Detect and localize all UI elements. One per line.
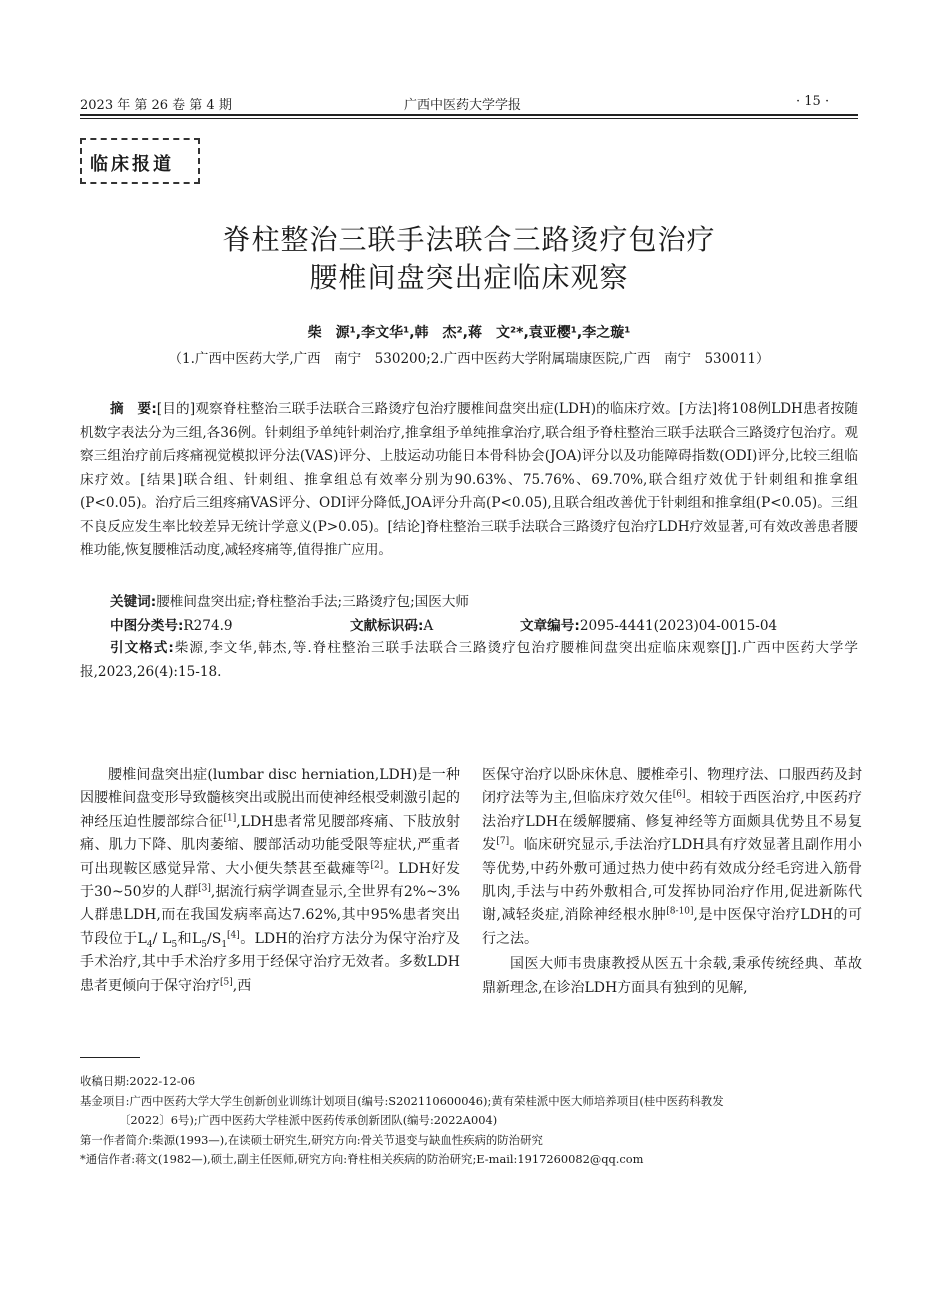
- paper-title-line-2: 腰椎间盘突出症临床观察: [309, 261, 629, 294]
- citation-ref: [3]: [198, 883, 211, 894]
- abstract: [80, 398, 858, 563]
- abstract-label: 摘 要:: [110, 401, 157, 417]
- fund-info-continued: 〔2022〕6号);广西中医药大学桂派中医药传承创新团队(编号:2022A004): [119, 1113, 498, 1127]
- paper-title-line-1: 脊柱整治三联手法联合三路烫疗包治疗: [222, 223, 716, 256]
- keywords-label: 关键词:: [110, 594, 157, 610]
- first-author-info: 第一作者简介:柴源(1993—),在读硕士研究生,研究方向:骨关节退变与缺血性疾病的防治研究: [80, 1132, 543, 1147]
- article-number: [520, 614, 777, 634]
- citation-text: 柴源,李文华,韩杰,等.脊柱整治三联手法联合三路烫疗包治疗腰椎间盘突出症临床观察[J].广西中医药大学学报,2023,26(4):15-18.: [80, 640, 858, 680]
- clc-value: R274.9: [183, 618, 233, 634]
- journal-name: 广西中医药大学学报: [404, 98, 522, 113]
- citation-format: [80, 637, 858, 684]
- journal-issue: 2023 年 第 26 卷 第 4 期: [80, 98, 232, 113]
- document-code-label: 文献标识码:: [350, 618, 424, 634]
- article-number-value: 2095-4441(2023)04-0015-04: [579, 618, 778, 634]
- footnote-rule: [80, 1057, 140, 1058]
- page-number: · 15 ·: [796, 94, 830, 109]
- citation-ref: [1]: [223, 813, 237, 824]
- citation-ref: [6]: [672, 789, 686, 800]
- keywords-text: 腰椎间盘突出症;脊柱整治手法;三路烫疗包;国医大师: [156, 594, 470, 610]
- corresponding-author-info: *通信作者:蒋文(1982—),硕士,副主任医师,研究方向:脊柱相关疾病的防治研究;E-mail:1917260082@qq.com: [80, 1152, 644, 1166]
- body-paragraph: 医保守治疗以卧床休息、腰椎牵引、物理疗法、口服西药及封闭疗法等为主,但临床疗效欠佳[6]。相较于西医治疗,中医药疗法治疗LDH在缓解腰痛、修复神经等方面颇具优势且不易复发[7]。临床研究显示,手法治疗LDH具有疗效显著且副作用小等优势,中药外敷可通过热力使中药有效成分经毛窍进入筋骨肌肉,手法与中药外敷相合,可发挥协同治疗作用,促进新陈代谢,减轻炎症,消除神经根水肿[8-10],是中医保守治疗LDH的可行之法。: [482, 767, 863, 947]
- clc-label: 中图分类号:: [110, 618, 184, 634]
- author-list: 柴 源¹,李文华¹,韩 杰²,蒋 文²*,袁亚樱¹,李之璇¹: [307, 325, 631, 341]
- keywords: [110, 590, 469, 610]
- fund-info: 基金项目:广西中医药大学大学生创新创业训练计划项目(编号:S202110600046);黄有荣桂派中医大师培养项目(桂中医药科教发: [80, 1093, 724, 1108]
- citation-ref: [5]: [220, 977, 233, 987]
- body-column-left: [80, 764, 460, 998]
- citation-ref: [8-10]: [666, 906, 694, 917]
- affiliations: （1.广西中医药大学,广西 南宁 530200;2.广西中医药大学附属瑞康医院,广西 南宁 530011）: [168, 351, 770, 367]
- citation-ref: [7]: [496, 836, 510, 847]
- body-paragraph: 国医大师韦贵康教授从医五十余载,秉承传统经典、革故鼎新理念,在诊治LDH方面具有独到的见解,: [482, 956, 862, 996]
- header-rule: [80, 114, 858, 116]
- article-number-label: 文章编号:: [520, 618, 580, 634]
- abstract-text: [目的]观察脊柱整治三联手法联合三路烫疗包治疗腰椎间盘突出症(LDH)的临床疗效。[方法]将108例LDH患者按随机数字表法分为三组,各36例。针刺组予单纯针刺治疗,推拿组予单纯推拿治疗,联合组予脊柱整治三联手法联合三路烫疗包治疗。观察三组治疗前后疼痛视觉模拟评分法(VAS)评分、上肢运动功能日本骨科协会(JOA)评分以及功能障碍指数(ODI)评分,比较三组临床疗效。[结果]联合组、针刺组、推拿组总有效率分别为90.63%、75.76%、69.70%,联合组疗效优于针刺组和推拿组(P<0.05)。治疗后三组疼痛VAS评分、ODI评分降低,JOA评分升高(P<0.05),且联合组改善优于针刺组和推拿组(P<0.05)。三组不良反应发生率比较差异无统计学意义(P>0.05)。[结论]脊柱整治三联手法联合三路烫疗包治疗LDH疗效显著,可有效改善患者腰椎功能,恢复腰椎活动度,减轻疼痛等,值得推广应用。: [80, 401, 858, 558]
- citation-ref: [4]: [227, 930, 240, 941]
- section-label: 临床报道: [90, 154, 174, 175]
- body-paragraph: 腰椎间盘突出症(lumbar disc herniation,LDH)是一种因腰椎间盘变形导致髓核突出或脱出而使神经根受刺激引起的神经压迫性腰部综合征[1],LDH患者常见腰部疼痛、下肢放射痛、肌力下降、肌肉萎缩、腰部活动功能受限等症状,严重者可出现鞍区感觉异常、大小便失禁甚至截瘫等[2]。LDH好发于30~50岁的人群[3],据流行病学调查显示,全世界有2%~3%人群患LDH,而在我国发病率高达7.62%,其中95%患者突出节段位于$L_4/$ $L_5$和$L_5/S_1[4]$。LDH的治疗方法分为保守治疗及手术治疗,其中手术治疗多用于经保守治疗无效者。多数LDH患者更倾向于保守治疗[5],西: [80, 767, 461, 994]
- clc-number: [110, 614, 233, 634]
- citation-ref: [2]: [370, 859, 384, 870]
- document-code: [350, 614, 433, 634]
- citation-label: 引文格式:: [110, 640, 174, 656]
- header-rule-thin: [80, 118, 858, 119]
- document-code-value: A: [423, 618, 434, 634]
- footnotes: [80, 1072, 858, 1170]
- received-date: 收稿日期:2022-12-06: [80, 1074, 196, 1088]
- body-column-right: [482, 764, 862, 1000]
